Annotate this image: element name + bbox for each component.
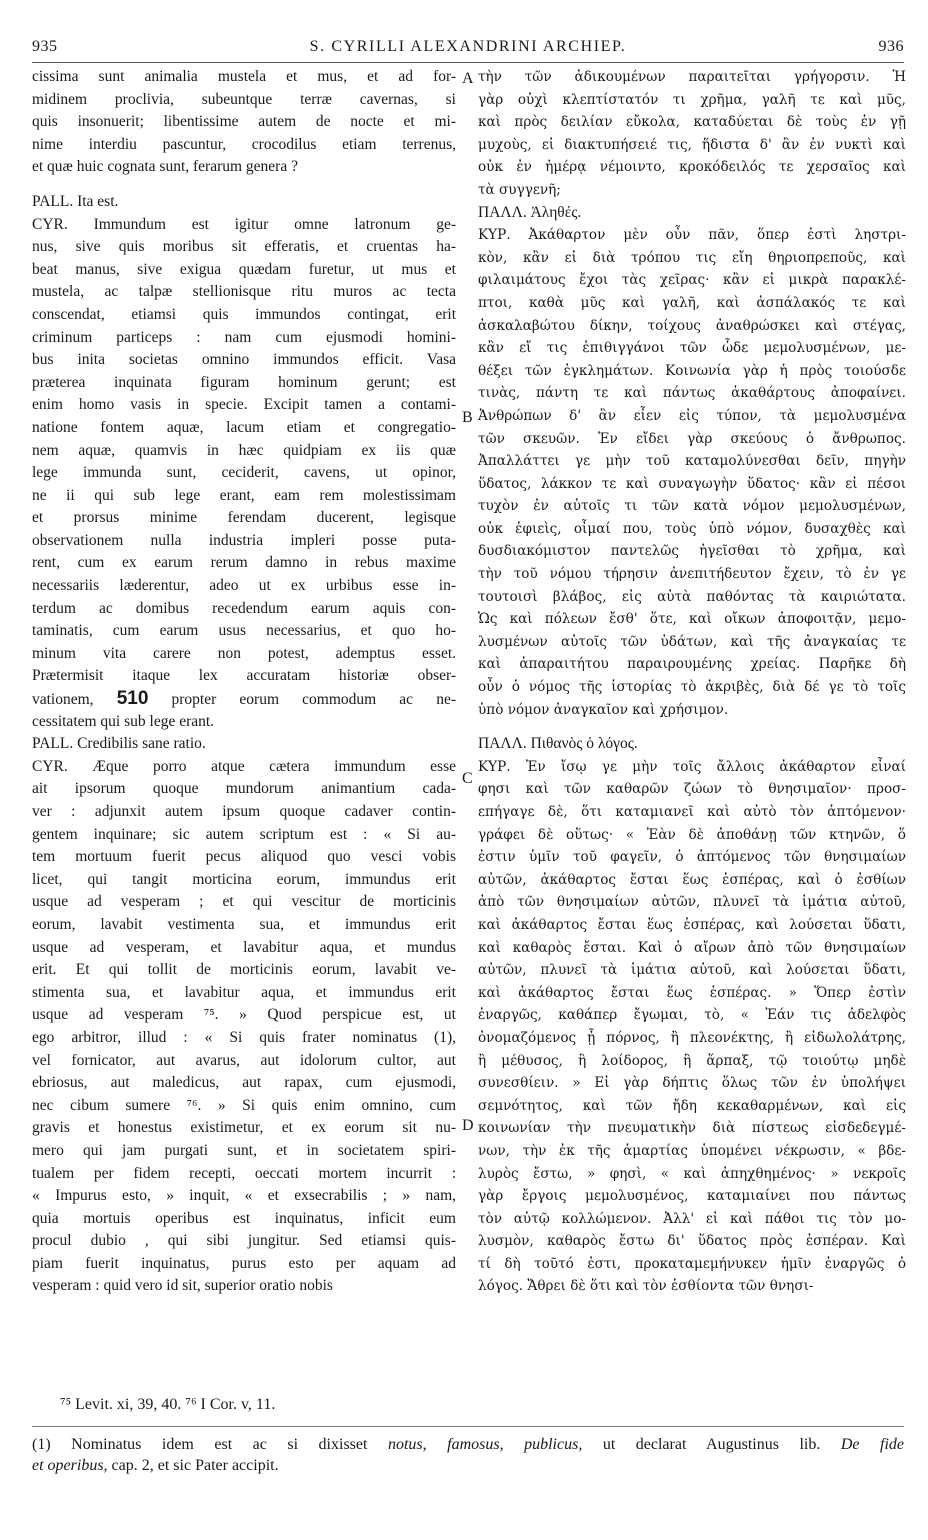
greek-line: τουτοισὶ βλάβος, εἰς αὐτὰ παθόντας τὰ καιριώτατα. — [478, 588, 906, 605]
line-text: propter eorum commodum ac ne- — [148, 691, 456, 709]
latin-line: criminum particeps : nam cum ejusmodi homini- — [32, 328, 456, 346]
greek-line: αὐτῶν, πλυνεῖ τὰ ἱμάτια αὐτοῦ, καὶ λούσεται ὕδατι, — [478, 962, 906, 979]
greek-line: ὕδατος, λάκκον τε καὶ συναγωγὴν ὕδατος· κἂν εἰ πέσοι — [478, 475, 906, 492]
greek-line: ὀνομαζόμενος ᾖ πόρνος, ἢ πλεονέκτης, ἢ εἰδωλολάτρης, — [478, 1029, 906, 1046]
footnote — [32, 1434, 904, 1476]
header-rule — [32, 62, 904, 63]
latin-line: piam fuerit inquinatus, purus esto per aquam ad — [32, 1254, 456, 1272]
greek-line: τῶν σκευῶν. Ἐν εἴδει γὰρ σκεύους ὁ ἄνθρωπος. — [478, 430, 906, 447]
latin-line: PALL. Ita est. — [32, 192, 119, 210]
footnote-italic: De fide — [840, 1436, 904, 1453]
latin-line: terdum ac domibus recedendum earum aquis con- — [32, 599, 456, 617]
footnote-text: (1) Nominatus idem est ac si dixisset — [32, 1436, 388, 1453]
greek-line: ὑπὸ νόμον ἀναγκαῖον καὶ χρήσιμον. — [478, 701, 729, 718]
column-number: 510 — [116, 688, 149, 710]
greek-line: τὴν τοῦ νόμου τήρησιν ἀνεπιτήδευτον ἔχειν, τὸ ἐν γε — [478, 566, 906, 583]
latin-line: CYR. Æque porro atque cætera immundum esse — [32, 757, 456, 775]
latin-line: « Impurus esto, » inquit, « et exsecrabilis ; » nam, — [32, 1187, 456, 1205]
footnote-line-1 — [32, 1434, 904, 1455]
latin-line: ne ii qui sub lege erant, eam rem molestissimam — [32, 486, 456, 504]
greek-line: καὶ καθαρὸς ἔσται. Καὶ ὁ αἴρων ἀπὸ τῶν θνησιμαίων — [478, 939, 906, 956]
greek-line: κἂν εἴ τις ἐπιθιγγάνοι τῶν ὧδε μεμολυσμένων, με- — [478, 340, 906, 357]
page-number-left: 935 — [32, 38, 58, 55]
latin-line: minum vita carere non potest, ademptus esset. — [32, 644, 456, 662]
latin-line: gravis et honestus existimetur, et ex eorum sit nu- — [32, 1119, 456, 1137]
greek-line: λόγος. Ἄθρει δὲ ὅτι καὶ τὸν ἐσθίοντα τῶν θνησι- — [478, 1278, 814, 1295]
latin-line: stimenta sua, et lavabitur aqua, et immundus erit — [32, 983, 456, 1001]
latin-line: Prætermisit itaque lex accuratam historiæ obser- — [32, 667, 456, 685]
greek-line: λυσμένων αὐτοῖς τῶν ὑδάτων, καὶ τῆς ἀναγκαίας τε — [478, 633, 906, 650]
greek-line: Ἀνθρώπων δ' ἂν εἶεν εἰς τύπον, τὰ μεμολυσμένα — [478, 407, 906, 424]
footnote-text: ut declarat Augustinus lib. — [582, 1436, 841, 1453]
greek-line: ἀπὸ τῶν θνησιμαίων αὐτῶν, πλυνεῖ τὰ ἱμάτια αὐτοῦ, — [478, 894, 906, 911]
greek-line: Ἀπαλλάττει γε μὴν τοῦ καταμολύνεσθαι δεῖν, πηγὴν — [478, 453, 906, 470]
latin-line: CYR. Immundum est igitur omne latronum ge- — [32, 215, 456, 233]
greek-line: ΚΥΡ. Ἐν ἴσῳ γε μὴν τοῖς ἄλλοις ἀκάθαρτον εἶναί — [478, 758, 906, 775]
latin-line: vesperam : quid vero id sit, superior oratio nobis — [32, 1277, 333, 1295]
running-header — [32, 38, 904, 60]
footnote-text: cap. 2, et sic Pater accipit. — [107, 1457, 279, 1474]
running-title: S. CYRILLI ALEXANDRINI ARCHIEP. — [309, 38, 627, 55]
footnote-line-2 — [32, 1455, 904, 1476]
greek-line: τυχὸν ἐν αὐτοῖς τι τῶν κατὰ νόμον μεμολυσμένων, — [478, 498, 906, 515]
greek-line: γράφει δὲ οὕτως· « Ἐὰν δὲ ἀποθάνῃ τῶν κτηνῶν, ὅ — [478, 826, 906, 843]
greek-line: οὐκ ἐφιεὶς, οἶμαί που, τοὺς ὑπὸ νόμον, δυσαχθὲς καὶ — [478, 520, 906, 537]
latin-line: mero qui jam purgati sunt, et in societatem spiri- — [32, 1141, 456, 1159]
latin-line: procul dubio , qui sibi jungitur. Sed etiamsi quis- — [32, 1232, 456, 1250]
greek-line: φιλαιμάτους ἔχοι τὰς χεῖρας· κἂν εἰ μικρὰ παρακλέ- — [478, 272, 906, 289]
greek-line: τὴν τῶν ἀδικουμένων παραιτεῖται γρήγορσιν. Ἡ — [478, 69, 906, 85]
latin-line: et quæ huic cognata sunt, ferarum genera ? — [32, 158, 298, 176]
greek-line: συνεσθίειν. » Εἰ γὰρ δήπτις ὅλως τῶν ἐν ὑπολήψει — [478, 1075, 906, 1092]
greek-line — [478, 721, 906, 733]
latin-line: ait ipsorum quoque mundorum animantium cada- — [32, 780, 456, 798]
greek-line: καὶ ἀκάθαρτος ἔσται ἕως ἑσπέρας, καὶ λούσεται ὕδατι, — [478, 916, 906, 933]
latin-line: nus, sive quis moribus sit efferatis, et cruentas ha- — [32, 238, 456, 256]
latin-column — [32, 66, 456, 1298]
greek-line: ἐστιν ὑμῖν τοῦ φαγεῖν, ὁ ἁπτόμενος τῶν θνησιμαίων — [478, 849, 906, 866]
latin-line: nem aquæ, quamvis in hæc quidpiam ex iis quæ — [32, 441, 456, 459]
latin-line: tualem per fidem recepti, oeccati mortem incurrit : — [32, 1164, 456, 1182]
greek-line: φησι καὶ τῶν καθαρῶν ζώων τὸ θνησιμαῖον· προσ- — [478, 781, 906, 798]
line-text: vationem, — [32, 691, 117, 709]
greek-line: καὶ ἀκάθαρτος ἔσται ἕως ἑσπέρας. » Ὅπερ ἐστὶν — [478, 984, 906, 1001]
latin-line: quia mortuis operibus est inquinatus, inficit eum — [32, 1209, 456, 1227]
greek-line: Ὡς καὶ πόλεων ἔσθ' ὅτε, καὶ οἴκων ἀποφοιτᾷν, μεμο- — [478, 611, 906, 628]
footnote-rule — [32, 1426, 904, 1427]
latin-line: præterea inquinata figuram hominum gerunt; est — [32, 373, 456, 391]
latin-line: vel fornicator, aut avarus, aut idolorum cultor, aut — [32, 1051, 456, 1069]
latin-line: cissima sunt animalia mustela et mus, et ad for- — [32, 68, 456, 85]
greek-line: ἐναργῶς, καθάπερ ἔγωμαι, τὸ, « Ἐάν τις ἀδελφὸς — [478, 1007, 906, 1024]
latin-line: ver : adjunxit autem ipsum quoque cadaver contin- — [32, 803, 456, 820]
greek-line: ἀσκαλαβώτου δίκην, τοίχους ἀναθρώσκει καὶ στέγας, — [478, 317, 906, 334]
greek-line: τινὰς, πάντη τε καὶ πάντως ἀκαθάρτους ἀποφαίνει. — [478, 385, 906, 402]
latin-line: erit. Et qui tollit de morticinis eorum, lavabit ve- — [32, 961, 456, 979]
latin-line: ego arbitror, illud : « Si quis frater nominatus (1), — [32, 1028, 456, 1046]
latin-line: nime interdiu pascuntur, crocodilus etiam terrenus, — [32, 135, 456, 153]
greek-line: τὸν αὐτῷ κολλώμενον. Ἀλλ' εἰ καὶ πάθοι τις τὸν μο- — [478, 1210, 906, 1227]
greek-line: ΚΥΡ. Ἀκάθαρτον μὲν οὖν πᾶν, ὅπερ ἐστὶ ληστρι- — [478, 227, 906, 244]
greek-line: επήγαγε δὲ, ὅτι καταμιανεῖ καὶ αὐτὸ τὸν ἁπτόμενον· — [478, 804, 906, 820]
greek-line: πτοι, καθὰ μῦς καὶ γαλῆ, καὶ ἀσπάλακός τε καὶ — [478, 294, 906, 311]
latin-line — [32, 179, 456, 191]
greek-line: λυσμὸν, καθαρὸς ἔστω δι' ὕδατος πρὸς ἑσπέραν. Καὶ — [478, 1233, 906, 1250]
latin-line: taminatis, cum earum usus necessarius, et quo ho- — [32, 622, 456, 640]
greek-line: γὰρ ἔργοις μεμολυσμένος, καταμιαίνει που πάντως — [478, 1188, 906, 1205]
greek-line: τὰ συγγενῆ; — [478, 181, 561, 198]
greek-line: καὶ ἀπαραιτήτου παραιρουμένης χρείας. Παρῆκε δὴ — [478, 656, 906, 673]
margin-marker-d: D — [462, 1117, 474, 1134]
latin-line: observationem nulla industria impleri posse puta- — [32, 531, 456, 549]
latin-line: licet, qui tangit morticina eorum, immundus erit — [32, 870, 456, 888]
latin-line: natione fontem aquæ, lacum etiam et congregatio- — [32, 418, 456, 436]
latin-line: ebriosus, aut maledicus, aut rapax, cum ejusmodi, — [32, 1074, 456, 1092]
greek-line: θέξει τῶν ἐγκλημάτων. Κοινωνία γὰρ ἡ πρὸς τοιούσδε — [478, 362, 906, 379]
latin-line: quis insonuerit; libentissime autem de nocte et mi- — [32, 113, 456, 131]
greek-line: μυχοὺς, εἰ διακτυπήσειέ τις, ἥδιστα δ' ἂν ἐν νυκτὶ καὶ — [478, 136, 906, 153]
latin-line: rent, cum ex earum rerum damno in rebus maxime — [32, 554, 456, 572]
latin-line: mustela, ac talpæ stellionisque ritu muros ac tecta — [32, 283, 456, 301]
margin-marker-b: B — [462, 409, 473, 426]
margin-marker-c: C — [462, 770, 473, 787]
latin-line: usque ad vesperam ⁷⁵. » Quod perspicue est, ut — [32, 1006, 456, 1024]
latin-line: tem mortuum fuerit pecus aliquod quo vesci vobis — [32, 848, 456, 866]
greek-line: ἢ μέθυσος, ἢ λοίδορος, ἢ ἅρπαξ, τῷ τοιούτῳ μηδὲ — [478, 1052, 906, 1069]
greek-line: καὶ πρὸς δειλίαν εὔκολα, καταδύεται δὲ τοὺς ἐν γῇ — [478, 114, 906, 131]
latin-line: usque ad vesperam, et lavabitur aqua, et mundus — [32, 938, 456, 956]
greek-line: νων, τὴν ἐκ τῆς ἁμαρτίας ὑπομένει νέκρωσιν, « βδε- — [478, 1142, 906, 1159]
greek-line: κοινωνίαν τὴν πνευματικὴν διὰ πίστεως εἰσδεδεγμέ- — [478, 1120, 906, 1137]
latin-line: enim homo vasis in specie. Excipit tamen a contami- — [32, 396, 456, 414]
latin-line: bus inita societas omnino immundos efficit. Vasa — [32, 351, 456, 369]
latin-line: conscendat, etiamsi quis immundos contingat, erit — [32, 305, 456, 323]
latin-line: nec cibum sumere ⁷⁶. » Si quis enim omnino, cum — [32, 1096, 456, 1114]
greek-line: κὸν, κἂν εἰ διὰ τρόπου τις εἴη θηριοπρεποῦς, καὶ — [478, 249, 906, 266]
latin-line: beat manus, sive exigua quædam furetur, ut mus et — [32, 260, 456, 278]
latin-line: lege immunda sunt, ceciderit, cavens, ut opinor, — [32, 464, 456, 482]
latin-line: necessariis læderentur, adeo ut ex urbibus esse in- — [32, 577, 456, 595]
latin-line: et prorsus minime ferendam ducerent, legisque — [32, 509, 456, 527]
greek-line: δυσδιακόμιστον παντελῶς ἡγεῖσθαι τὸ χρῆμα, καὶ — [478, 543, 906, 560]
page-number-right: 936 — [878, 38, 904, 55]
greek-line: τί δὴ τοῦτό ἐστι, προκαταμεμήνυκεν ἡμῖν ἐναργῶς ὁ — [478, 1255, 906, 1272]
latin-line: eorum, lavabit vestimenta sua, et immundus erit — [32, 915, 456, 933]
margin-marker-a: A — [462, 70, 474, 87]
scripture-references: ⁷⁵ Levit. xi, 39, 40. ⁷⁶ I Cor. v, 11. — [60, 1396, 276, 1413]
latin-line: gentem inquinare; sic autem scriptum est : « Si au- — [32, 825, 456, 843]
latin-line: PALL. Credibilis sane ratio. — [32, 735, 206, 753]
greek-line: ΠΑΛΛ. Πιθανὸς ὁ λόγος. — [478, 735, 638, 753]
latin-line — [32, 688, 456, 711]
greek-line: γὰρ οὐχὶ κλεπτίστατόν τι χρῆμα, γαλῆ τε καὶ μῦς, — [478, 91, 906, 108]
greek-line: λυρὸς ἔστω, » φησὶ, « καὶ ἀπηχθημένος· » νεκροῖς — [478, 1165, 906, 1182]
footnote-italic: et operibus, — [32, 1457, 108, 1474]
latin-line: midinem proclivia, subeuntque terræ cavernas, si — [32, 90, 456, 108]
greek-line: ΠΑΛΛ. Ἀληθές. — [478, 203, 582, 221]
footnote-italic: notus, famosus, publicus, — [387, 1436, 583, 1453]
latin-line: cessitatem qui sub lege erant. — [32, 712, 215, 730]
greek-line: οὐκ ἐν ἡμέρᾳ νέμοιντο, κροκόδειλός τε χερσαῖος καὶ — [478, 159, 906, 176]
greek-column — [478, 66, 906, 1298]
greek-line: αὐτῶν, ἀκάθαρτος ἔσται ἕως ἑσπέρας, καὶ ὁ ἐσθίων — [478, 871, 906, 888]
greek-line: οὖν ὁ νόμος τῆς ἱστορίας τὸ ἀκριβὲς, διὰ δέ γε τὸ τοῖς — [478, 679, 906, 696]
greek-line: σεμνότητος, καὶ τῶν ἤδη κεκαθαρμένων, καὶ εἰς — [478, 1097, 906, 1114]
latin-line: usque ad vesperam ; et qui vescitur de morticinis — [32, 893, 456, 911]
